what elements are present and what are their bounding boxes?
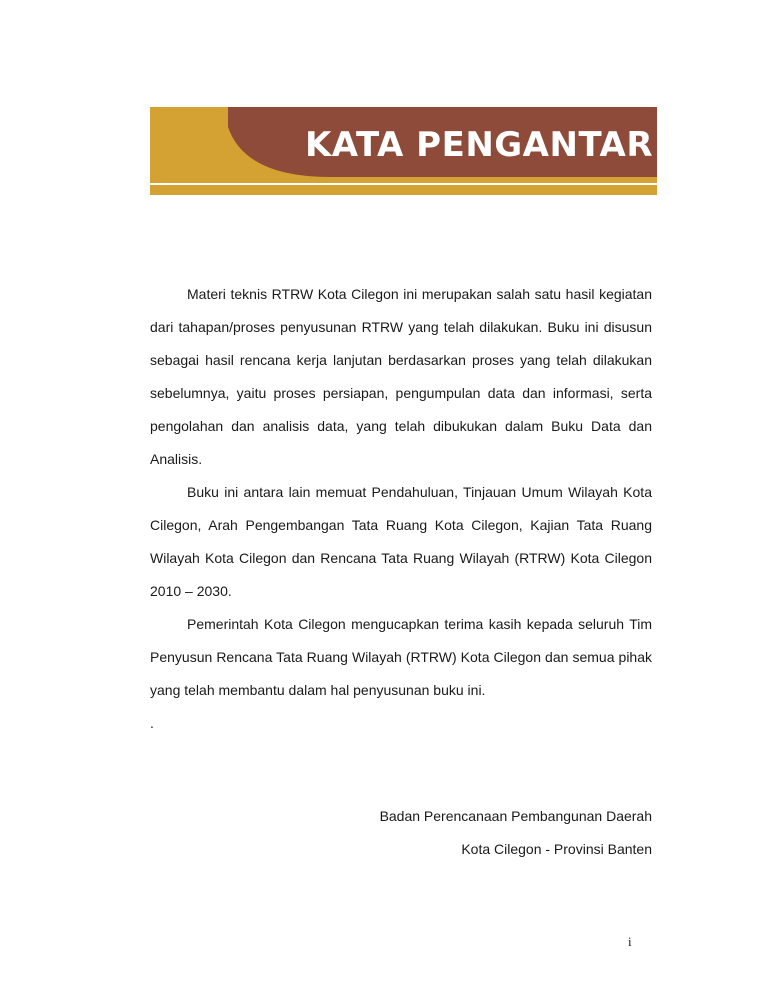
signature-organization: Badan Perencanaan Pembangunan Daerah [379, 808, 652, 824]
trailing-mark: . [150, 715, 154, 731]
paragraph-1: Materi teknis RTRW Kota Cilegon ini merupakan salah satu hasil kegiatan dari tahapan/proses penyusunan RTRW yang telah dilakukan. Buku ini disusun sebagai hasil rencana kerja lanjutan berdasarkan proses yang telah dilakukan sebelumnya, yaitu proses persiapan, pengumpulan data dan informasi, serta pengolahan dan analisis data, yang telah dibukukan dalam Buku Data dan Analisis. [150, 286, 652, 467]
paragraph-2: Buku ini antara lain memuat Pendahuluan, Tinjauan Umum Wilayah Kota Cilegon, Arah Pengembangan Tata Ruang Kota Cilegon, Kajian Tata Ruang Wilayah Kota Cilegon dan Rencana Tata Ruang Wilayah (RTRW) Kota Cilegon 2010 – 2030. [150, 484, 652, 599]
foreword-body [150, 278, 652, 740]
paragraph-3: Pemerintah Kota Cilegon mengucapkan terima kasih kepada seluruh Tim Penyusun Rencana Tata Ruang Wilayah (RTRW) Kota Cilegon dan semua pihak yang telah membantu dalam hal penyusunan buku ini. [150, 616, 652, 698]
title-banner [150, 107, 657, 197]
page-number: i [628, 934, 632, 949]
signature-block [300, 800, 652, 866]
banner-white-stripe [150, 183, 657, 185]
signature-location: Kota Cilegon - Provinsi Banten [461, 841, 652, 857]
page-title: KATA PENGANTAR [304, 125, 653, 165]
